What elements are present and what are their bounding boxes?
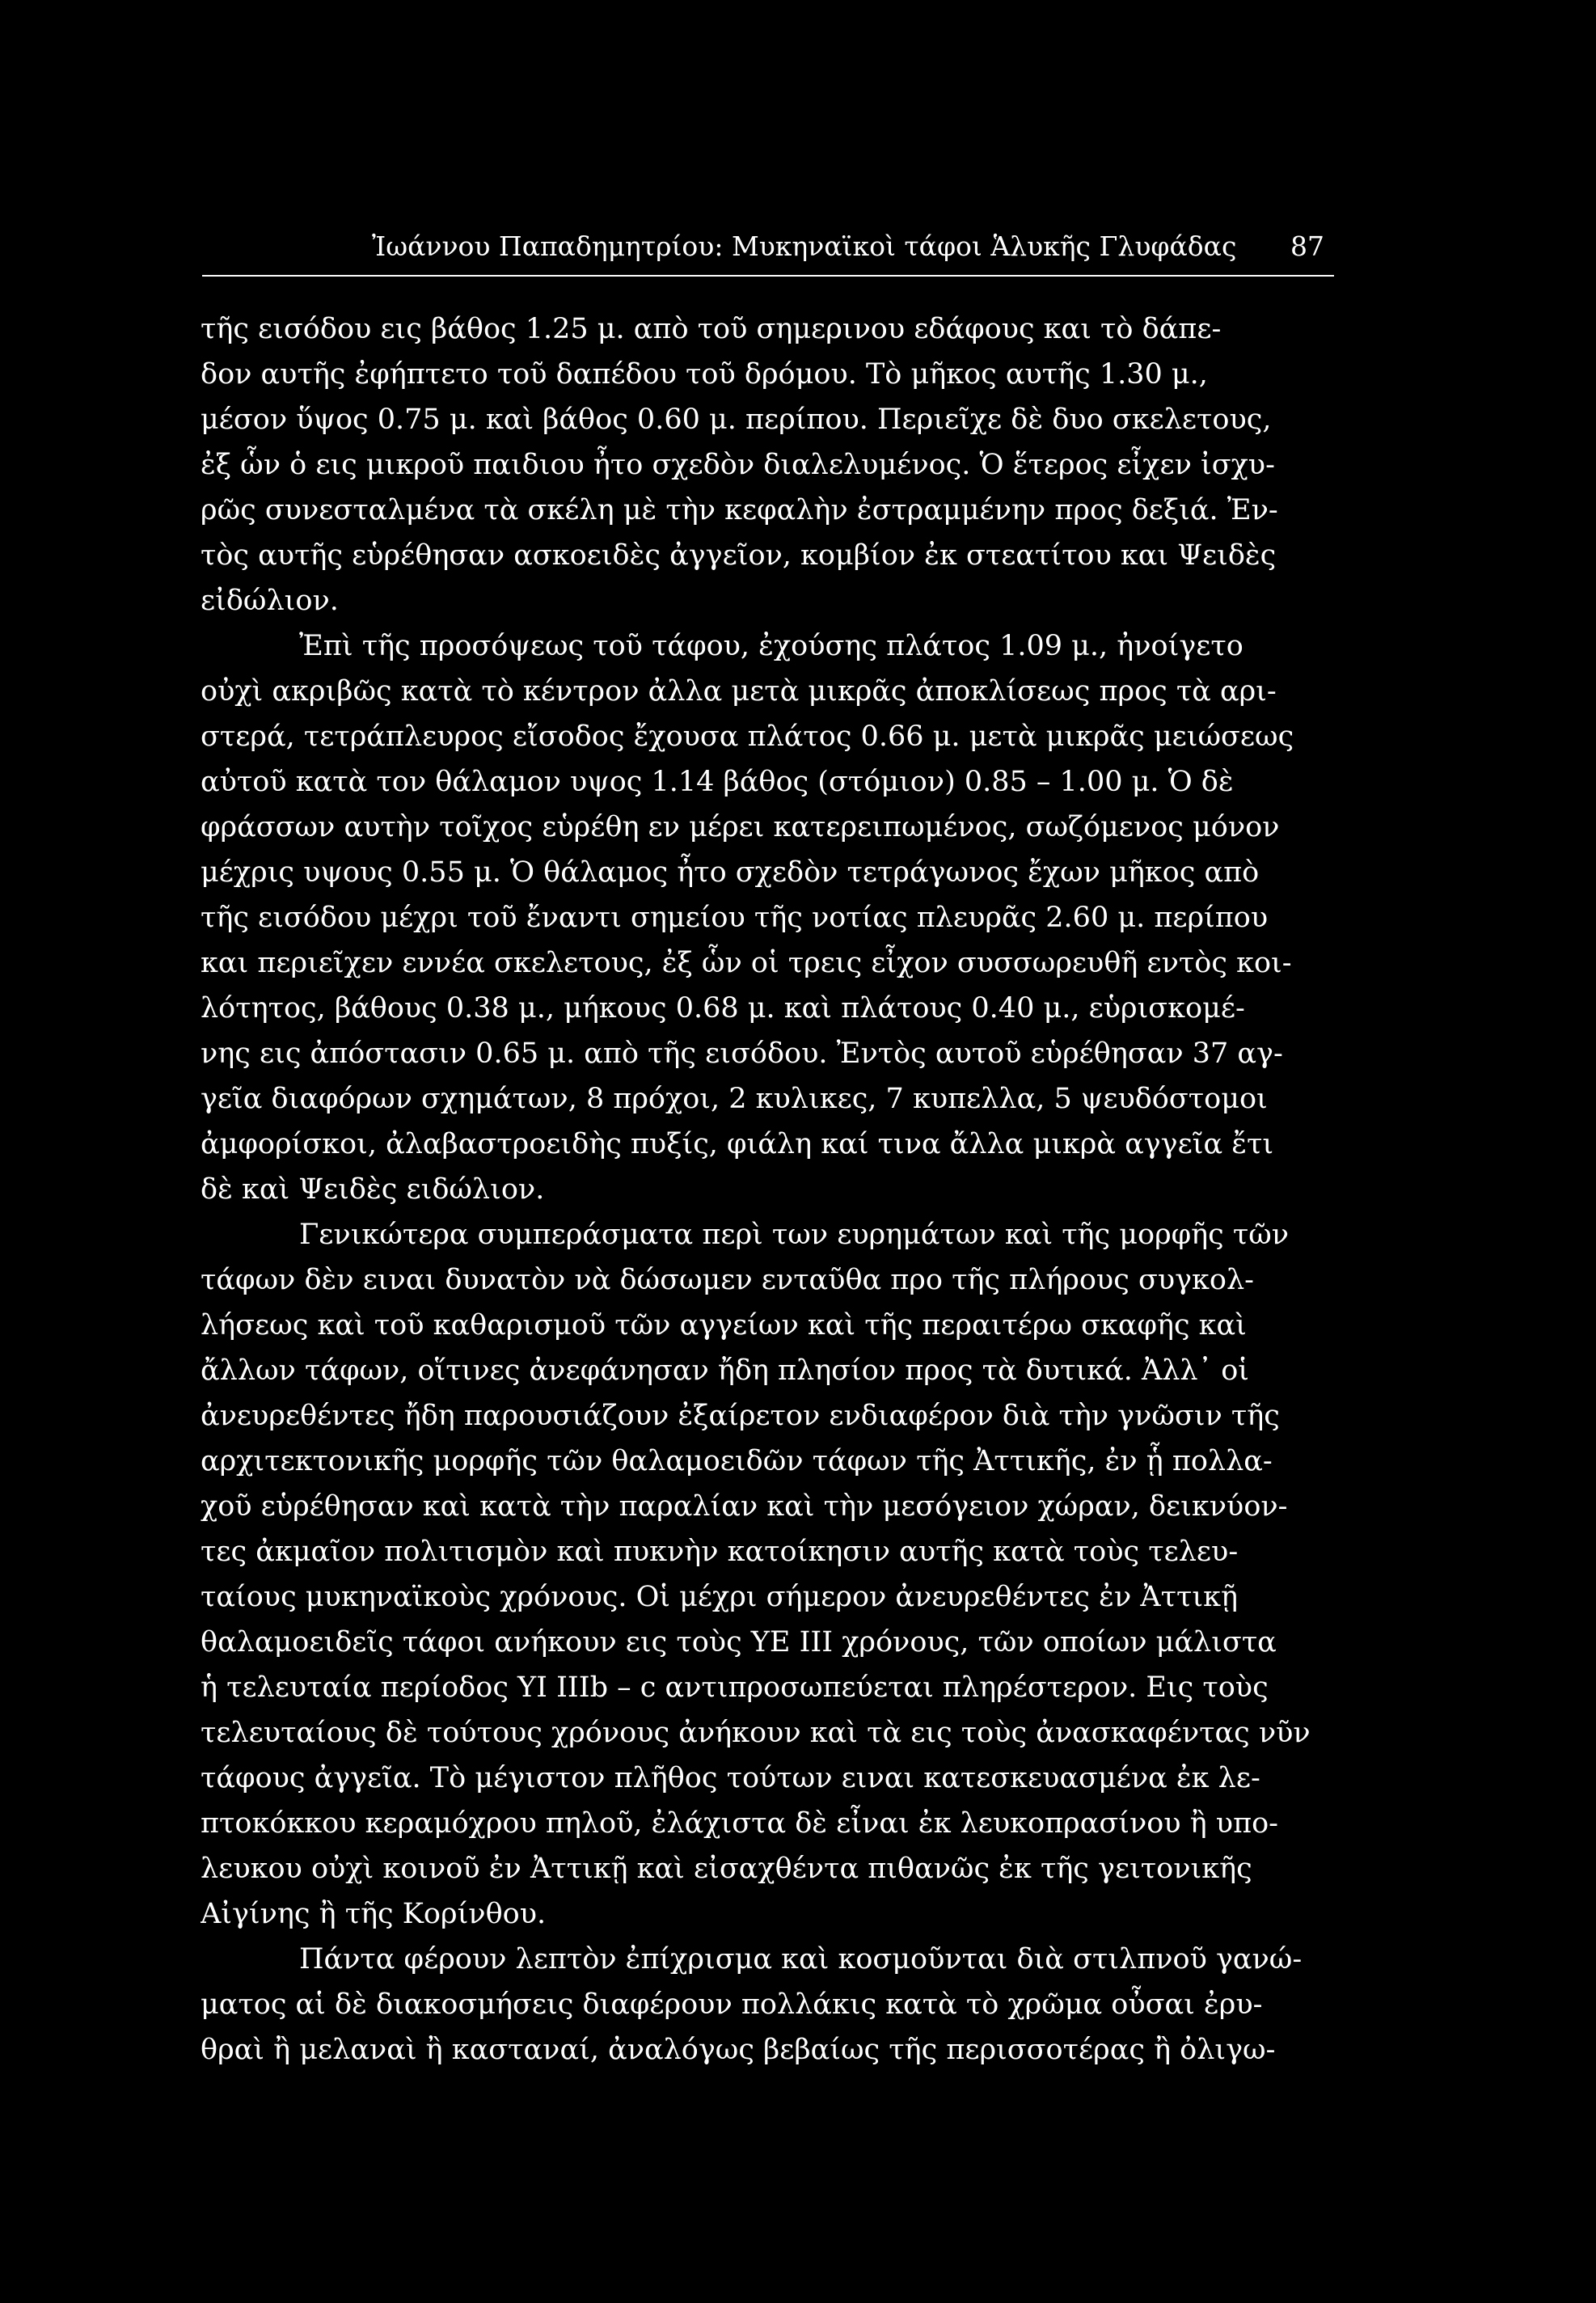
text-line: τὸς αυτῆς εὑρέθησαν ασκοειδὲς ἀγγεῖον, κομβίον ἐκ στεατίτου και Ψειδὲς [201,539,1277,572]
header-rule [202,275,1334,277]
text-line: λευκου οὐχὶ κοινοῦ ἐν Ἀττικῇ καὶ εἰσαχθέντα πιθανῶς ἐκ τῆς γειτονικῆς [201,1853,1252,1885]
text-line: θραὶ ἢ μελαναὶ ἢ κασταναί, ἀναλόγως βεβαίως τῆς περισσοτέρας ἢ ὀλιγω- [201,2034,1276,2066]
text-line: τάφων δὲν ειναι δυνατὸν νὰ δώσωμεν ενταῦθα προ τῆς πλήρους συγκολ- [201,1264,1254,1296]
page-number: 87 [1290,230,1324,262]
text-line: τελευταίους δὲ τούτους χρόνους ἀνήκουν καὶ τὰ εις τοὺς ἀνασκαφέντας νῦν [201,1717,1311,1749]
text-line: ἀμφορίσκοι, ἀλαβαστροειδὴς πυξίς, φιάλη καί τινα ἄλλα μικρὰ αγγεῖα ἔτι [201,1128,1274,1160]
text-line: αρχιτεκτονικῆς μορφῆς τῶν θαλαμοειδῶν τάφων τῆς Ἀττικῆς, ἐν ᾗ πολλα- [201,1445,1273,1477]
text-line: ἐξ ὧν ὁ εις μικροῦ παιδιου ἦτο σχεδὸν διαλελυμένος. Ὁ ἕτερος εἶχεν ἰσχυ- [201,449,1275,481]
text-line: λήσεως καὶ τοῦ καθαρισμοῦ τῶν αγγείων καὶ τῆς περαιτέρω σκαφῆς καὶ [201,1309,1247,1342]
text-line: οὐχὶ ακριβῶς κατὰ τὸ κέντρον ἀλλα μετὰ μικρᾶς ἀποκλίσεως προς τὰ αρι- [201,675,1277,708]
text-line: δὲ καὶ Ψειδὲς ειδώλιον. [201,1173,545,1206]
text-line: Αἰγίνης ἢ τῆς Κορίνθου. [201,1898,547,1930]
running-head [201,226,1332,267]
text-line: ἀνευρεθέντες ἤδη παρουσιάζουν ἐξαίρετον ενδιαφέρον διὰ τὴν γνῶσιν τῆς [201,1400,1280,1432]
text-line: ἡ τελευταία περίοδος ΥΙ ΙΙΙb – c αντιπροσωπεύεται πληρέστερον. Εις τοὺς [201,1671,1269,1704]
paragraph-first-line: Γενικώτερα συμπεράσματα περὶ των ευρημάτων καὶ τῆς μορφῆς τῶν [299,1219,1290,1251]
text-line: μέσον ὕψος 0.75 μ. καὶ βάθος 0.60 μ. περίπου. Περιεῖχε δὲ δυο σκελετους, [201,404,1272,436]
text-line: χοῦ εὑρέθησαν καὶ κατὰ τὴν παραλίαν καὶ τὴν μεσόγειον χώραν, δεικνύον- [201,1490,1288,1523]
text-line: ἄλλων τάφων, οἵτινες ἀνεφάνησαν ἤδη πλησίον προς τὰ δυτικά. Ἀλλ᾽ οἱ [201,1354,1250,1387]
text-line: γεῖα διαφόρων σχημάτων, 8 πρόχοι, 2 κυλικες, 7 κυπελλα, 5 ψευδόστομοι [201,1083,1268,1115]
text-line: ταίους μυκηναϊκοὺς χρόνους. Οἱ μέχρι σήμερον ἀνευρεθέντες ἐν Ἀττικῇ [201,1581,1238,1613]
text-line: λότητος, βάθους 0.38 μ., μήκους 0.68 μ. καὶ πλάτους 0.40 μ., εὑρισκομέ- [201,992,1245,1025]
text-line: ματος αἱ δὲ διακοσμήσεις διαφέρουν πολλάκις κατὰ τὸ χρῶμα οὖσαι ἐρυ- [201,1988,1263,2021]
text-line: τάφους ἀγγεῖα. Τὸ μέγιστον πλῆθος τούτων ειναι κατεσκευασμένα ἐκ λε- [201,1762,1260,1794]
text-line: πτοκόκκου κεραμόχρου πηλοῦ, ἐλάχιστα δὲ εἶναι ἐκ λευκοπρασίνου ἢ υπο- [201,1807,1278,1840]
text-line: ρῶς συνεσταλμένα τὰ σκέλη μὲ τὴν κεφαλὴν ἐστραμμένην προς δεξιά. Ἐν- [201,494,1278,526]
text-line: τῆς εισόδου μέχρι τοῦ ἔναντι σημείου τῆς νοτίας πλευρᾶς 2.60 μ. περίπου [201,902,1269,934]
paragraph-first-line: Ἐπὶ τῆς προσόψεως τοῦ τάφου, ἐχούσης πλάτος 1.09 μ., ἠνοίγετο [299,630,1243,662]
text-line: αὐτοῦ κατὰ τον θάλαμον υψος 1.14 βάθος (στόμιον) 0.85 – 1.00 μ. Ὁ δὲ [201,766,1234,798]
text-line: δον αυτῆς ἐφήπτετο τοῦ δαπέδου τοῦ δρόμου. Τὸ μῆκος αυτῆς 1.30 μ., [201,358,1208,391]
text-line: στερά, τετράπλευρος εἴσοδος ἔχουσα πλάτος 0.66 μ. μετὰ μικρᾶς μειώσεως [201,720,1294,753]
text-line: τες ἀκμαῖον πολιτισμὸν καὶ πυκνὴν κατοίκησιν αυτῆς κατὰ τοὺς τελευ- [201,1536,1239,1568]
running-head-title: Ἰωάννου Παπαδημητρίου: Μυκηναϊκοὶ τάφοι Ἁλυκῆς Γλυφάδας [372,230,1237,262]
text-line: και περιεῖχεν εννέα σκελετους, ἐξ ὧν οἱ τρεις εἶχον συσσωρευθῆ εντὸς κοι- [201,947,1292,979]
text-line: εἰδώλιον. [201,585,339,617]
text-line: φράσσων αυτὴν τοῖχος εὑρέθη εν μέρει κατερειπωμένος, σωζόμενος μόνον [201,811,1280,843]
paragraph-first-line: Πάντα φέρουν λεπτὸν ἐπίχρισμα καὶ κοσμοῦνται διὰ στιλπνοῦ γανώ- [299,1943,1303,1976]
text-line: νης εις ἀπόστασιν 0.65 μ. απὸ τῆς εισόδου. Ἐντὸς αυτοῦ εὑρέθησαν 37 αγ- [201,1037,1283,1070]
text-line: θαλαμοειδεῖς τάφοι ανήκουν εις τοὺς ΥΕ ΙΙΙ χρόνους, τῶν οποίων μάλιστα [201,1626,1277,1659]
text-line: μέχρις υψους 0.55 μ. Ὁ θάλαμος ἦτο σχεδὸν τετράγωνος ἔχων μῆκος απὸ [201,856,1260,889]
text-line: τῆς εισόδου εις βάθος 1.25 μ. απὸ τοῦ σημερινου εδάφους και τὸ δάπε- [201,313,1222,345]
